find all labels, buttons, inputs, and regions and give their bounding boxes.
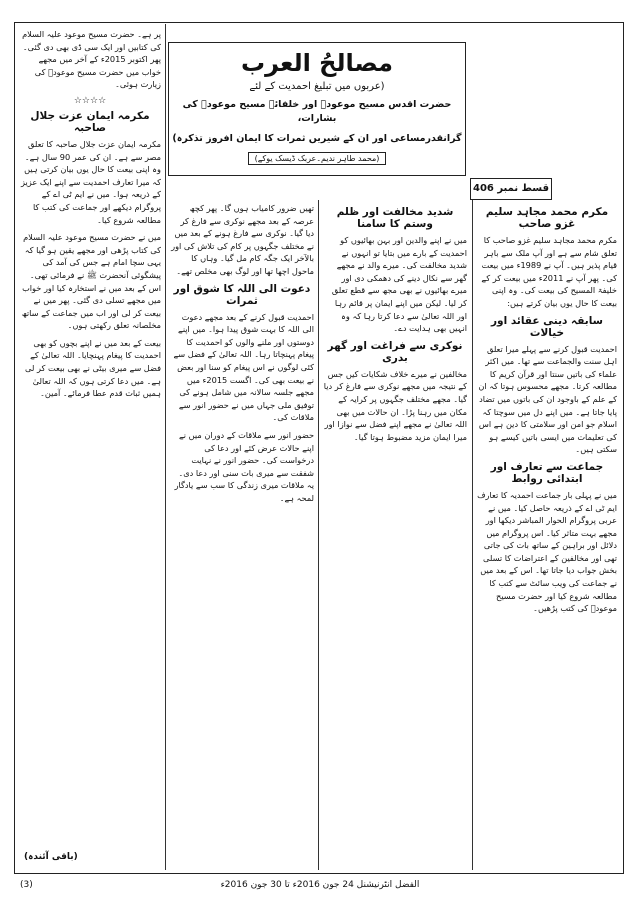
masthead-title: مصالحُ العرب (240, 49, 393, 77)
section-heading: دعوت الی اللہ کا شوق اور ثمرات (173, 282, 311, 307)
section-heading: مکرمہ ایمان عزت جلال صاحبہ (30, 109, 150, 134)
article-paragraph: احمدیت قبول کرنے کے بعد مجھے دعوت الی اللہ کا بہت شوق پیدا ہوا۔ میں اپنے دوستوں اور ملنے والوں کو احمدیت کا پیغام پہنچاتا رہا۔ اللہ تعالیٰ کے فضل سے کئی لوگوں نے اس پیغام کو سنا اور بعض نے بیعت بھی کی۔ اگست 2015ء میں مجھے جلسہ سالانہ میں شامل ہونے کی توفیق ملی جہاں میں نے حضور انور سے ملاقات کی۔ (173, 311, 314, 423)
column-mid-right (323, 202, 467, 868)
column-divider (472, 200, 473, 870)
masthead-line-1: حضرت اقدس مسیح موعودؑ اور خلفائے مسیح موعودؓ کی بشارات، (182, 99, 452, 124)
article-paragraph: میں نے حضرت مسیح موعود علیہ السلام کی کتاب پڑھی اور مجھے یقین ہو گیا کہ یہی سچا امام ہے جس کی آمد کی پیشگوئی آنحضرت ﷺ نے فرمائی تھی۔ اس کے بعد میں نے استخارہ کیا اور خواب میں مجھے تسلی دی گئی۔ پھر میں نے بیعت کر لی اور اب میں جماعت کے ساتھ مخلصانہ تعلق رکھتی ہوں۔ (21, 232, 161, 331)
article-paragraph: مکرم محمد مجاہد سلیم غزو صاحب کا تعلق شام سے ہے اور آپ ملک سے باہر قیام پذیر ہیں۔ آپ نے 1989ء میں بیعت کی۔ پھر آپ نے 2011ء میں بیعت کر کے خلیفۃ المسیح کی بیعت کی۔ وہ اپنی بیعت کا حال یوں بیان کرتے ہیں: (481, 235, 617, 308)
masthead-subtitle: (عربوں میں تبلیغ احمدیت کے لئے (249, 81, 385, 92)
section-heading: جماعت سے تعارف اور ابتدائی روابط (490, 460, 604, 485)
section-heading: نوکری سے فراغت اور گھر بدری (327, 339, 463, 364)
article-paragraph: پر ہے۔ حضرت مسیح موعود علیہ السلام کی کتابیں اور ایک سی ڈی بھی دی گئی۔ پھر اکتوبر 2015ء کے آخر میں مجھے خواب میں حضرت مسیح موعودؑ کی زیارت ہوئی۔ (22, 29, 161, 90)
column-mid-left (170, 202, 314, 868)
article-paragraph: میں نے اپنے والدین اور بہن بھائیوں کو احمدیت کے بارے میں بتایا تو انہوں نے شدید مخالفت کی۔ میرے والد نے مجھے گھر سے نکال دینے کی دھمکی دی اور میرے بھائیوں نے بھی مجھ سے قطع تعلق کر لیا۔ لیکن میں اپنے ایمان پر قائم رہا اور اللہ تعالیٰ سے دعا کرتا رہا کہ وہ انہیں بھی ہدایت دے۔ (331, 235, 467, 334)
episode-number: قسط نمبر 406 (470, 178, 552, 200)
section-heading: شدید مخالفت اور ظلم وستم کا سامنا (336, 206, 454, 230)
section-heading: سابقہ دینی عقائد اور خیالات (491, 314, 603, 339)
column-left (19, 28, 161, 868)
section-separator-stars: ☆☆☆☆ (73, 95, 107, 106)
article-paragraph: حضور انور سے ملاقات کے دوران میں نے اپنے حالات عرض کئے اور دعا کی درخواست کی۔ حضور انور نے نہایت شفقت سے میری بات سنی اور دعا دی۔ یہ ملاقات میری زندگی کا سب سے یادگار لمحہ ہے۔ (174, 429, 314, 503)
article-paragraph: تھیں ضرور کامیاب ہوں گا۔ پھر کچھ عرصہ کے بعد مجھے نوکری سے فارغ کر دیا گیا۔ نوکری سے فارغ ہونے کے بعد میں نے مختلف جگہوں پر کام کی تلاش کی اور بالآخر ایک جگہ کام مل گیا۔ وہاں کا ماحول اچھا تھا اور لوگ بھی مخلص تھے۔ (171, 203, 314, 276)
column-right (477, 202, 617, 868)
article-paragraph: بیعت کے بعد میں نے اپنے بچوں کو بھی احمدیت کا پیغام پہنچایا۔ اللہ تعالیٰ کے فضل سے میری بیٹی نے بھی بیعت کر لی ہے۔ میں دعا کرتی ہوں کہ اللہ تعالیٰ ہمیں ثبات قدم عطا فرمائے۔ آمین۔ (25, 337, 161, 399)
page-number: (3) (20, 880, 33, 890)
article-paragraph: احمدیت قبول کرنے سے پہلے میرا تعلق اہل سنت والجماعت سے تھا۔ میں اکثر علماء کی باتیں سنتا اور قرآن کریم کا مطالعہ کرتا۔ مجھے محسوس ہوتا کہ ان کے علم کے باوجود ان کی باتوں میں تضاد پایا جاتا ہے۔ میں اپنے دل میں سوچتا کہ اسلام جو امن اور سلامتی کا دین ہے اس کی تعلیمات میں ایسی باتیں کیسے ہو سکتی ہیں۔ (478, 343, 617, 455)
article-paragraph: مکرمہ ایمان عزت جلال صاحبہ کا تعلق مصر سے ہے۔ ان کی عمر 90 سال ہے۔ وہ اپنی بیعت کا حال یوں بیان کرتی ہیں کہ میرا تعارف احمدیت سے اپنے ایک عزیز کے ذریعہ ہوا۔ میں نے ایم ٹی اے کے پروگرام دیکھے اور جماعت کی کتب کا مطالعہ شروع کیا۔ (21, 138, 161, 225)
masthead-line-2: گرانقدرمساعی اور ان کے شیریں ثمرات کا ایمان افروز تذکرہ) (172, 133, 462, 144)
column-divider (165, 24, 166, 870)
to-be-continued: (باقی آئندہ) (24, 852, 78, 862)
masthead (168, 42, 466, 176)
issue-date: الفضل انٹرنیشنل 24 جون 2016ء تا 30 جون 2016ء (220, 880, 420, 890)
article-paragraph: مخالفین نے میرے خلاف شکایات کیں جس کے نتیجہ میں مجھے نوکری سے فارغ کر دیا گیا۔ مجھے مختلف جگہوں پر کرایہ کے مکان میں رہنا پڑا۔ ان حالات میں بھی اللہ تعالیٰ نے مجھے اپنے فضل سے نوازا اور میرا ایمان مزید مضبوط ہوتا گیا۔ (323, 368, 467, 442)
column-divider (318, 200, 319, 870)
article-paragraph: میں نے پہلی بار جماعت احمدیہ کا تعارف ایم ٹی اے کے ذریعہ حاصل کیا۔ میں نے عربی پروگرام الحوار المباشر دیکھا اور مجھے بہت متاثر کیا۔ اس پروگرام میں دلائل اور براہین کے ساتھ بات کی جاتی تھی اور مخالفین کے اعتراضات کا تسلی بخش جواب دیا جاتا تھا۔ اس کے بعد میں نے جماعت کی ویب سائٹ سے کتب کا مطالعہ شروع کیا اور حضرت مسیح موعودؑ کی کتب پڑھیں۔ (477, 489, 617, 614)
section-heading: مکرم محمد مجاہد سلیم غزو صاحب (485, 206, 609, 230)
author-credit: (محمد طاہر ندیم۔عربک ڈیسک یوکے) (248, 152, 387, 165)
